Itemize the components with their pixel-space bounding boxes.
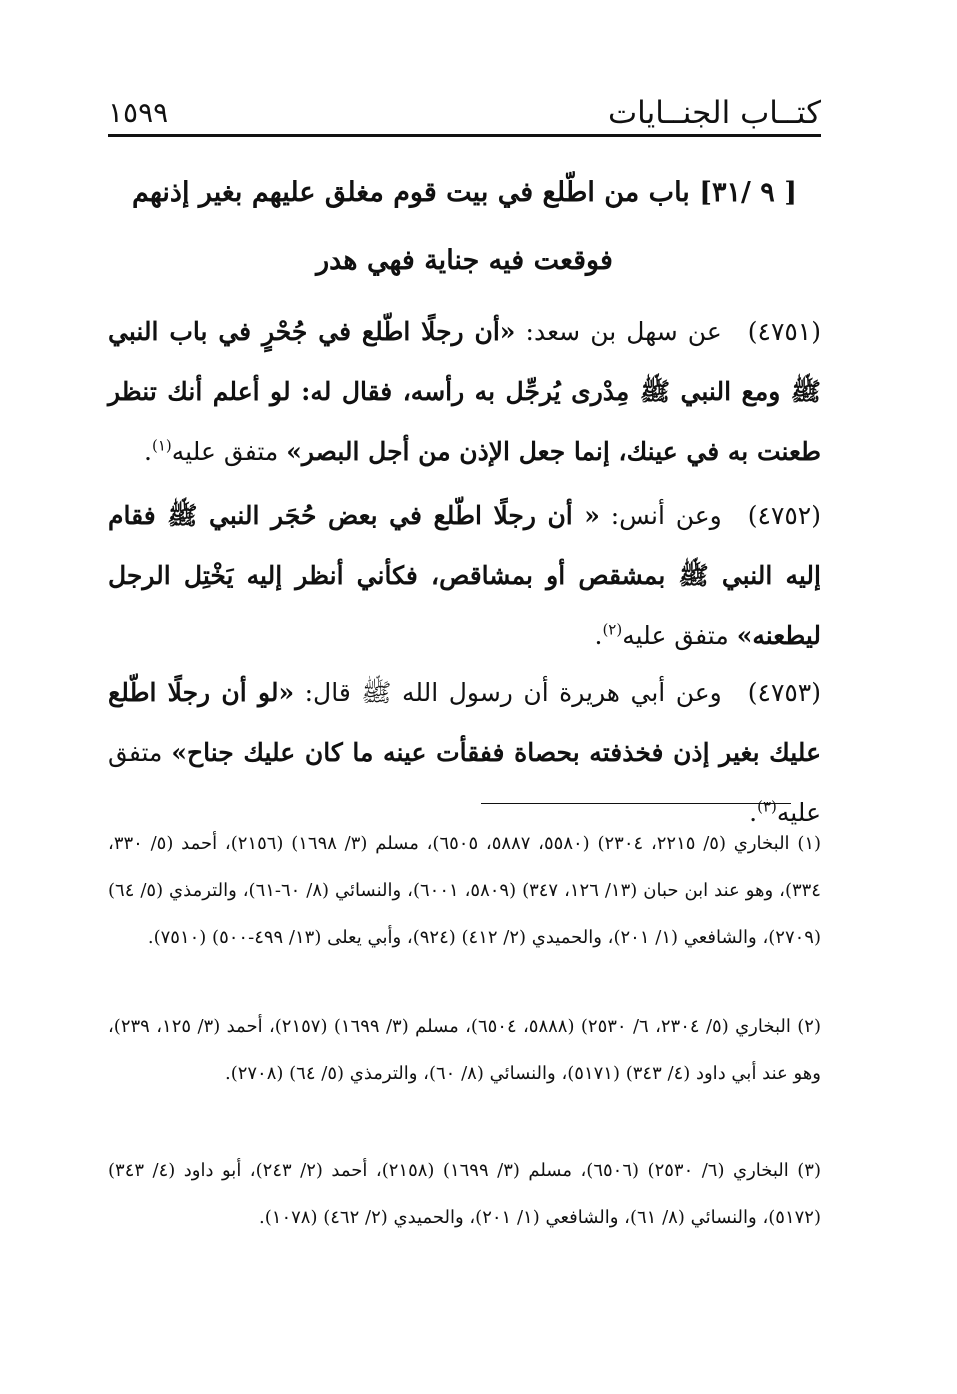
chapter-heading-line-2: فوقعت فيه جناية فهي هدر xyxy=(316,245,613,276)
hadith-isnad: عن سهل بن سعد: xyxy=(515,317,722,346)
header-rule xyxy=(108,134,821,137)
hadith-grading: متفق عليه xyxy=(622,621,737,650)
footnote-separator xyxy=(481,803,791,804)
hadith-isnad: وعن أنس: xyxy=(599,501,722,530)
footnote-3: (٣) البخاري (٦/ ٢٥٣٠) (٦٥٠٦)، مسلم (٣/ ١٦٩٩) (٢١٥٨)، أحمد (٢/ ٢٤٣)، أبو داود (٤/ ٣٤٣) (٥١٧٢)، والنسائي (٨/ ٦١)، والشافعي (١/ ٢٠١)، والحميدي (٢/ ٤٦٢) (١٠٧٨). xyxy=(108,1160,821,1228)
footnote-ref: (٢) xyxy=(602,620,623,639)
sentence-end: . xyxy=(594,621,603,650)
footnote-ref: (١) xyxy=(151,436,172,455)
hadith-4751 xyxy=(108,302,821,482)
hadith-number: (٤٧٥١) xyxy=(747,317,821,346)
hadith-grading: متفق عليه xyxy=(108,738,821,827)
hadith-matn: « أن رجلًا اطّلع في بعض حُجَر النبي ﷺ فقام إليه النبي ﷺ بمشقص أو بمشاقص، فكأني أنظر إليه يَخْتِل الرجل ليطعنه» xyxy=(108,501,821,650)
hadith-matn: «أن رجلًا اطّلع في جُحْرٍ في باب النبي ﷺ ومع النبي ﷺ مِدْرى يُرجِّل به رأسه، فقال له: لو أعلم أنك تنظر طعنت به في عينك، إنما جعل الإذن من أجل البصر» xyxy=(108,317,821,466)
hadith-grading: متفق عليه xyxy=(171,437,287,466)
sentence-end: . xyxy=(749,798,758,827)
chapter-heading-line-1: [ ٩ /٣١] باب من اطّلع في بيت قوم مغلق عليهم بغير إذنهم xyxy=(132,177,797,208)
footnote-ref: (٣) xyxy=(757,797,777,816)
sentence-end: . xyxy=(144,437,152,466)
hadith-isnad: وعن أبي هريرة أن رسول الله ﷺ قال: xyxy=(294,678,722,707)
hadith-4752 xyxy=(108,486,821,666)
book-title: كتــاب الجنــايات xyxy=(607,95,821,131)
running-header xyxy=(108,92,821,130)
footnote-1: (١) البخاري (٥/ ٢٢١٥، ٢٣٠٤) (٥٥٨٠، ٥٨٨٧، ٦٥٠٥)، مسلم (٣/ ١٦٩٨) (٢١٥٦)، أحمد (٥/ ٣٣٠، ٣٣٤)، وهو عند ابن حبان (١٣/ ١٢٦، ٣٤٧) (٥٨٠٩، ٦٠٠١)، والنسائي (٨/ ٦٠-٦١)، والترمذي (٥/ ٦٤) (٢٧٠٩)، والشافعي (١/ ٢٠١)، والحميدي (٢/ ٤١٢) (٩٢٤)، وأبي يعلى (١٣/ ٤٩٩-٥٠٠) (٧٥١٠). xyxy=(108,833,822,948)
hadith-number: (٤٧٥٢) xyxy=(747,501,821,530)
hadith-matn: «لو أن رجلًا اطّلع عليك بغير إذن فخذفته بحصاة ففقأت عينه ما كان عليك جناح» xyxy=(108,678,821,767)
hadith-4753 xyxy=(108,663,821,843)
hadith-number: (٤٧٥٣) xyxy=(747,678,821,707)
footnote-2: (٢) البخاري (٥/ ٢٣٠٤، ٦/ ٢٥٣٠) (٥٨٨٨، ٦٥٠٤)، مسلم (٣/ ١٦٩٩) (٢١٥٧)، أحمد (٣/ ١٢٥، ٢٣٩)، وهو عند أبي داود (٤/ ٣٤٣) (٥١٧١)، والنسائي (٨/ ٦٠)، والترمذي (٥/ ٦٤) (٢٧٠٨). xyxy=(108,1016,821,1084)
page-number: ١٥٩٩ xyxy=(108,96,169,129)
